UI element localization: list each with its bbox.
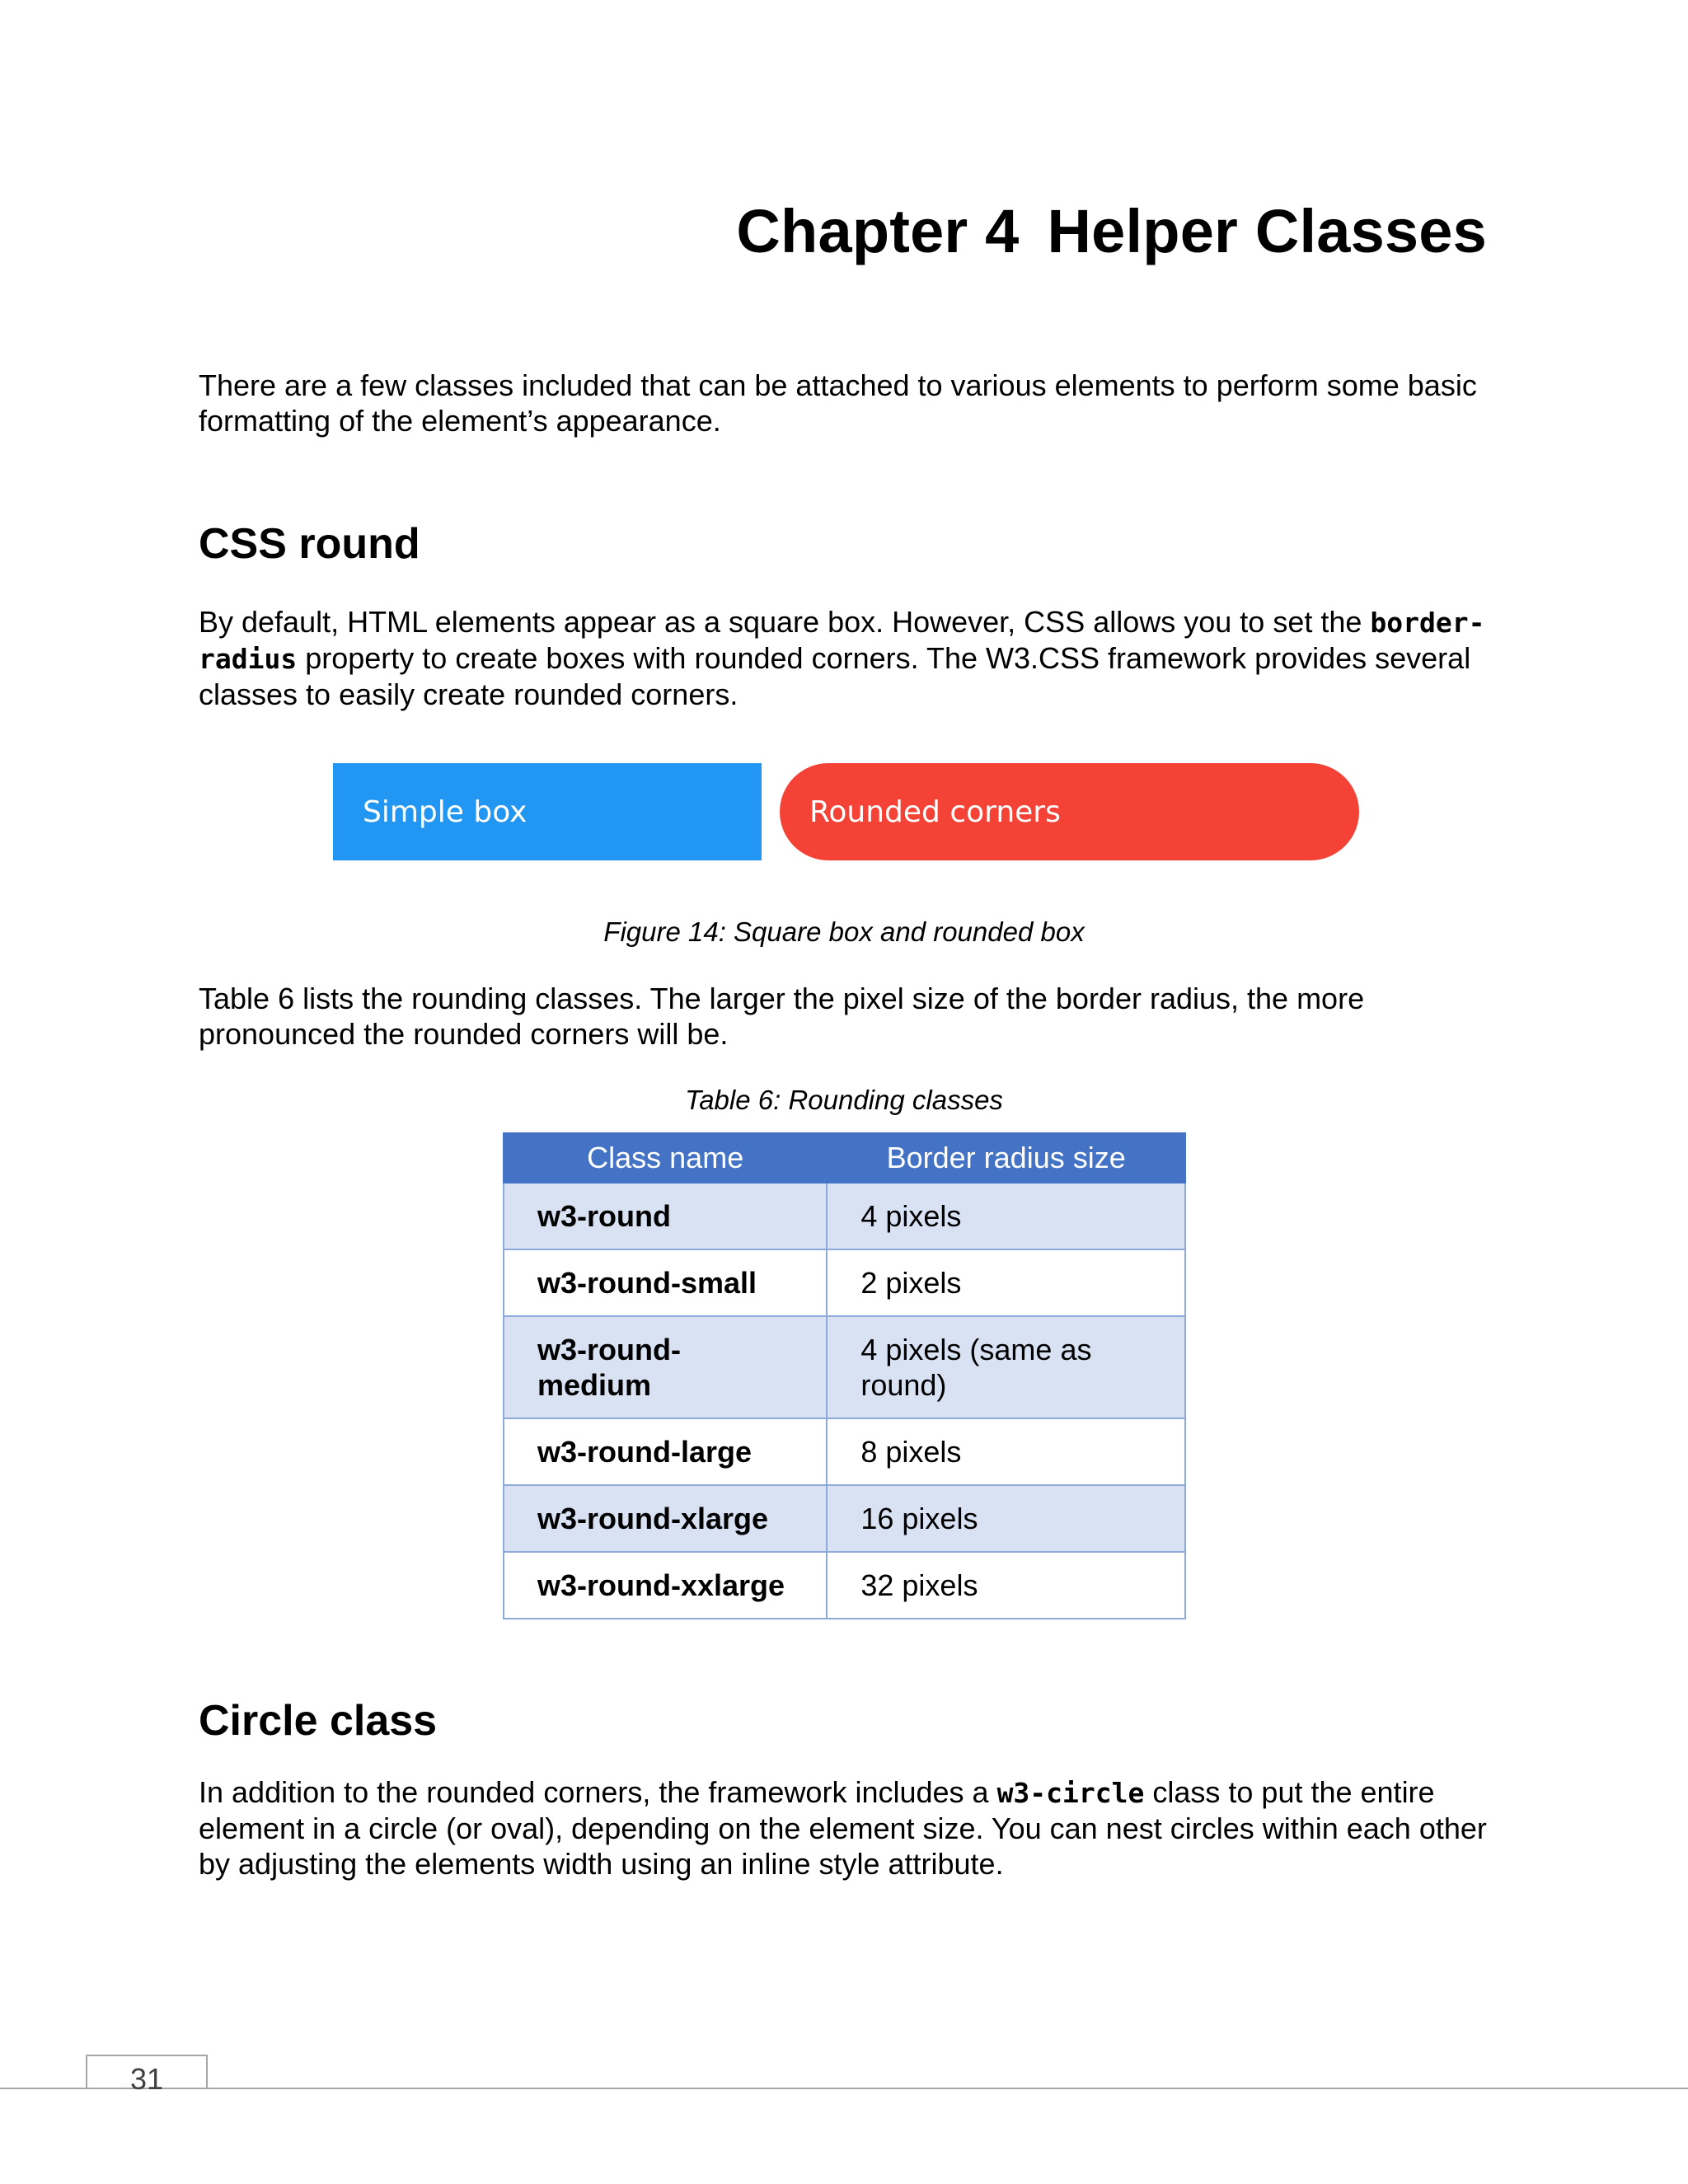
simple-box-label: Simple box <box>363 794 528 829</box>
table-intro-paragraph: Table 6 lists the rounding classes. The larger the pixel size of the border radius, the more pronounced the rounded corners will be. <box>199 982 1365 1051</box>
class-name-cell: w3-round-large <box>504 1418 827 1485</box>
rounded-box-demo <box>780 763 1359 860</box>
section-heading-css-round: CSS round <box>199 520 420 568</box>
intro-paragraph: There are a few classes included that can be attached to various elements to perform some basic formatting of the element’s appearance. <box>199 368 1477 438</box>
radius-size-cell: 16 pixels <box>827 1485 1185 1552</box>
class-name-cell: w3-round <box>504 1183 827 1249</box>
table-header-row <box>504 1133 1185 1183</box>
column-header-border-radius: Border radius size <box>827 1133 1185 1183</box>
page-number: 31 <box>129 2062 164 2096</box>
table-row <box>504 1316 1185 1418</box>
table-row <box>504 1183 1185 1249</box>
circle-text-start: In addition to the rounded corners, the framework includes a <box>199 1775 997 1809</box>
css-round-text-end: property to create boxes with rounded corners. The W3.CSS framework provides several classes to easily create rounded corners. <box>199 641 1471 711</box>
class-name-cell: w3-round-xxlarge <box>504 1552 827 1619</box>
chapter-title <box>736 196 1487 266</box>
css-round-text-start: By default, HTML elements appear as a square box. However, CSS allows you to set the <box>199 605 1371 639</box>
simple-box-demo <box>333 763 762 860</box>
figure-caption: Figure 14: Square box and rounded box <box>603 916 1085 947</box>
table-row <box>504 1418 1185 1485</box>
rounded-box-label: Rounded corners <box>809 794 1061 829</box>
column-header-class-name: Class name <box>504 1133 827 1183</box>
class-name-cell: w3-round-xlarge <box>504 1485 827 1552</box>
rounding-classes-table <box>503 1132 1186 1619</box>
radius-size-cell: 4 pixels (same as round) <box>827 1316 1185 1418</box>
chapter-label: Chapter 4 <box>736 197 1020 265</box>
radius-size-cell: 32 pixels <box>827 1552 1185 1619</box>
class-name-cell: w3-round-medium <box>504 1316 827 1418</box>
w3-circle-code: w3-circle <box>996 1777 1145 1809</box>
circle-text-end: class to put the entire element in a circle (or oval), depending on the element size. You can nest circles within each other by adjusting the elements width using an inline style attribute. <box>199 1775 1487 1881</box>
table-row <box>504 1249 1185 1316</box>
circle-class-paragraph <box>199 1774 1517 1882</box>
chapter-name: Helper Classes <box>1047 197 1487 265</box>
radius-size-cell: 2 pixels <box>827 1249 1185 1316</box>
table-row <box>504 1552 1185 1619</box>
table-row <box>504 1485 1185 1552</box>
footer-divider <box>0 2088 1688 2089</box>
radius-size-cell: 4 pixels <box>827 1183 1185 1249</box>
radius-size-cell: 8 pixels <box>827 1418 1185 1485</box>
table-caption: Table 6: Rounding classes <box>685 1085 1003 1115</box>
section-heading-circle-class: Circle class <box>199 1697 438 1745</box>
css-round-paragraph <box>199 604 1517 712</box>
class-name-cell: w3-round-small <box>504 1249 827 1316</box>
border-radius-code: border- radius <box>199 607 1485 675</box>
